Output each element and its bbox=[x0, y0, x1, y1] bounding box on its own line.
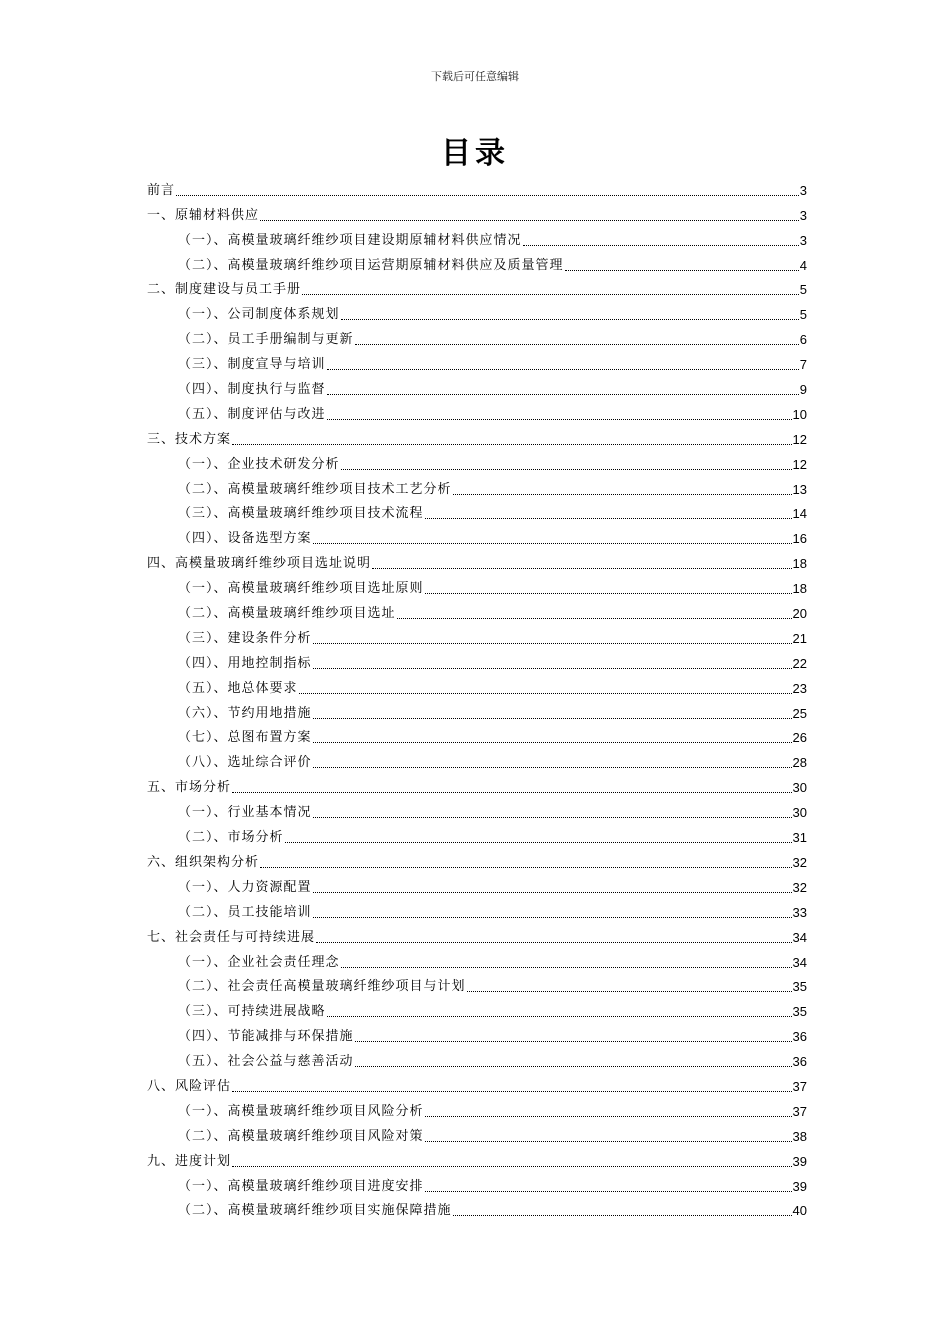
toc-page-number: 12 bbox=[792, 431, 807, 447]
toc-section-entry[interactable] bbox=[147, 226, 807, 251]
toc-section-entry[interactable] bbox=[147, 873, 807, 898]
toc-entry-label: （七）、总图布置方案 bbox=[178, 730, 312, 746]
toc-page-number: 13 bbox=[792, 481, 807, 497]
toc-page-number: 40 bbox=[792, 1203, 807, 1219]
toc-dot-leader bbox=[327, 394, 799, 395]
toc-dot-leader bbox=[285, 842, 792, 843]
toc-section-entry[interactable] bbox=[147, 574, 807, 599]
toc-page-number: 34 bbox=[792, 929, 807, 945]
toc-section-entry[interactable] bbox=[147, 400, 807, 425]
toc-page-number: 12 bbox=[792, 456, 807, 472]
toc-page-number: 37 bbox=[792, 1078, 807, 1094]
toc-dot-leader bbox=[397, 618, 792, 619]
toc-page-number: 16 bbox=[792, 531, 807, 547]
toc-page-number: 36 bbox=[792, 1054, 807, 1070]
toc-dot-leader bbox=[565, 270, 799, 271]
toc-section-entry[interactable] bbox=[147, 1197, 807, 1222]
toc-entry-label: 七、社会责任与可持续进展 bbox=[147, 929, 316, 945]
toc-section-entry[interactable] bbox=[147, 251, 807, 276]
toc-entry-label: （一）、行业基本情况 bbox=[178, 805, 312, 821]
toc-entry-label: （一）、高模量玻璃纤维纱项目建设期原辅材料供应情况 bbox=[178, 232, 522, 248]
toc-page-number: 5 bbox=[799, 307, 807, 323]
toc-section-entry[interactable] bbox=[147, 325, 807, 350]
toc-section-entry[interactable] bbox=[147, 699, 807, 724]
toc-dot-leader bbox=[313, 643, 792, 644]
toc-page-number: 3 bbox=[799, 207, 807, 223]
toc-page-number: 7 bbox=[799, 357, 807, 373]
toc-page-number: 35 bbox=[792, 979, 807, 995]
toc-dot-leader bbox=[316, 942, 792, 943]
toc-dot-leader bbox=[355, 1041, 792, 1042]
toc-section-entry[interactable] bbox=[147, 1097, 807, 1122]
toc-dot-leader bbox=[341, 319, 799, 320]
toc-entry-label: （一）、高模量玻璃纤维纱项目风险分析 bbox=[178, 1103, 424, 1119]
toc-section-entry[interactable] bbox=[147, 300, 807, 325]
toc-dot-leader bbox=[232, 792, 792, 793]
toc-entry-label: （二）、高模量玻璃纤维纱项目实施保障措施 bbox=[178, 1203, 452, 1219]
toc-dot-leader bbox=[327, 419, 792, 420]
toc-dot-leader bbox=[313, 917, 792, 918]
toc-page-number: 3 bbox=[799, 182, 807, 198]
toc-entry-label: （五）、地总体要求 bbox=[178, 680, 298, 696]
toc-entry-label: （一）、企业社会责任理念 bbox=[178, 954, 340, 970]
toc-page-number: 18 bbox=[792, 581, 807, 597]
toc-dot-leader bbox=[232, 444, 792, 445]
toc-chapter-entry[interactable] bbox=[147, 848, 807, 873]
toc-entry-label: 六、组织架构分析 bbox=[147, 854, 260, 870]
toc-page-number: 9 bbox=[799, 382, 807, 398]
toc-entry-label: （二）、员工手册编制与更新 bbox=[178, 332, 354, 348]
toc-entry-label: （二）、高模量玻璃纤维纱项目风险对策 bbox=[178, 1128, 424, 1144]
toc-entry-label: （一）、高模量玻璃纤维纱项目选址原则 bbox=[178, 581, 424, 597]
toc-page-number: 22 bbox=[792, 655, 807, 671]
toc-dot-leader bbox=[453, 1215, 792, 1216]
toc-entry-label: （五）、制度评估与改进 bbox=[178, 406, 326, 422]
toc-section-entry[interactable] bbox=[147, 748, 807, 773]
toc-dot-leader bbox=[341, 469, 792, 470]
toc-chapter-entry[interactable] bbox=[147, 549, 807, 574]
toc-page-number: 4 bbox=[799, 257, 807, 273]
toc-page-number: 33 bbox=[792, 904, 807, 920]
toc-entry-label: （六）、节约用地措施 bbox=[178, 705, 312, 721]
toc-section-entry[interactable] bbox=[147, 624, 807, 649]
toc-entry-label: （三）、可持续进展战略 bbox=[178, 1004, 326, 1020]
toc-dot-leader bbox=[467, 991, 792, 992]
toc-section-entry[interactable] bbox=[147, 649, 807, 674]
toc-page-number: 32 bbox=[792, 854, 807, 870]
toc-entry-label: 一、原辅材料供应 bbox=[147, 207, 260, 223]
toc-entry-label: （三）、建设条件分析 bbox=[178, 630, 312, 646]
toc-dot-leader bbox=[313, 668, 792, 669]
toc-section-entry[interactable] bbox=[147, 724, 807, 749]
toc-dot-leader bbox=[313, 767, 792, 768]
table-of-contents bbox=[147, 176, 807, 1221]
toc-chapter-entry[interactable] bbox=[147, 276, 807, 301]
toc-entry-label: 八、风险评估 bbox=[147, 1078, 232, 1094]
toc-chapter-entry[interactable] bbox=[147, 923, 807, 948]
toc-dot-leader bbox=[327, 1016, 792, 1017]
toc-dot-leader bbox=[176, 195, 799, 196]
toc-entry-label: 九、进度计划 bbox=[147, 1153, 232, 1169]
toc-entry-label: （一）、人力资源配置 bbox=[178, 879, 312, 895]
toc-section-entry[interactable] bbox=[147, 823, 807, 848]
toc-page-number: 35 bbox=[792, 1004, 807, 1020]
toc-entry-label: （二）、市场分析 bbox=[178, 830, 284, 846]
toc-page-number: 30 bbox=[792, 805, 807, 821]
toc-section-entry[interactable] bbox=[147, 674, 807, 699]
toc-dot-leader bbox=[313, 718, 792, 719]
toc-section-entry[interactable] bbox=[147, 375, 807, 400]
toc-section-entry[interactable] bbox=[147, 1022, 807, 1047]
toc-page-number: 38 bbox=[792, 1128, 807, 1144]
toc-entry-label: （二）、社会责任高模量玻璃纤维纱项目与计划 bbox=[178, 979, 466, 995]
toc-dot-leader bbox=[355, 1066, 792, 1067]
toc-page-number: 39 bbox=[792, 1178, 807, 1194]
header-note: 下载后可任意编辑 bbox=[431, 70, 519, 83]
toc-entry-label: 四、高模量玻璃纤维纱项目选址说明 bbox=[147, 556, 372, 572]
toc-page-number: 14 bbox=[792, 506, 807, 522]
toc-dot-leader bbox=[260, 220, 799, 221]
toc-page-number: 21 bbox=[792, 630, 807, 646]
toc-chapter-entry[interactable] bbox=[147, 201, 807, 226]
toc-dot-leader bbox=[372, 568, 792, 569]
toc-entry-label: （四）、用地控制指标 bbox=[178, 655, 312, 671]
toc-section-entry[interactable] bbox=[147, 599, 807, 624]
toc-page-number: 39 bbox=[792, 1153, 807, 1169]
toc-entry-label: （五）、社会公益与慈善活动 bbox=[178, 1054, 354, 1070]
toc-dot-leader bbox=[302, 294, 799, 295]
toc-chapter-entry[interactable] bbox=[147, 1072, 807, 1097]
toc-section-entry[interactable] bbox=[147, 450, 807, 475]
toc-chapter-entry[interactable] bbox=[147, 425, 807, 450]
toc-chapter-entry[interactable] bbox=[147, 176, 807, 201]
toc-page-number: 28 bbox=[792, 755, 807, 771]
toc-dot-leader bbox=[425, 1116, 792, 1117]
toc-dot-leader bbox=[425, 518, 792, 519]
toc-dot-leader bbox=[260, 867, 792, 868]
toc-dot-leader bbox=[341, 967, 792, 968]
toc-entry-label: 五、市场分析 bbox=[147, 780, 232, 796]
toc-section-entry[interactable] bbox=[147, 997, 807, 1022]
toc-page-number: 34 bbox=[792, 954, 807, 970]
toc-dot-leader bbox=[313, 892, 792, 893]
toc-section-entry[interactable] bbox=[147, 1172, 807, 1197]
toc-dot-leader bbox=[355, 344, 799, 345]
toc-entry-label: 二、制度建设与员工手册 bbox=[147, 282, 302, 298]
toc-page-number: 20 bbox=[792, 606, 807, 622]
toc-entry-label: 前言 bbox=[147, 182, 176, 198]
toc-section-entry[interactable] bbox=[147, 1122, 807, 1147]
toc-page-number: 5 bbox=[799, 282, 807, 298]
toc-page-number: 31 bbox=[792, 830, 807, 846]
toc-chapter-entry[interactable] bbox=[147, 1147, 807, 1172]
toc-entry-label: （四）、设备选型方案 bbox=[178, 531, 312, 547]
toc-page-number: 30 bbox=[792, 780, 807, 796]
toc-entry-label: （二）、高模量玻璃纤维纱项目运营期原辅材料供应及质量管理 bbox=[178, 257, 564, 273]
toc-dot-leader bbox=[313, 543, 792, 544]
toc-dot-leader bbox=[453, 494, 792, 495]
toc-page-number: 23 bbox=[792, 680, 807, 696]
toc-entry-label: 三、技术方案 bbox=[147, 431, 232, 447]
page-title: 目录 bbox=[441, 136, 509, 171]
toc-chapter-entry[interactable] bbox=[147, 773, 807, 798]
toc-entry-label: （三）、高模量玻璃纤维纱项目技术流程 bbox=[178, 506, 424, 522]
toc-entry-label: （二）、员工技能培训 bbox=[178, 904, 312, 920]
toc-entry-label: （二）、高模量玻璃纤维纱项目选址 bbox=[178, 606, 396, 622]
toc-page-number: 10 bbox=[792, 406, 807, 422]
toc-page-number: 25 bbox=[792, 705, 807, 721]
toc-section-entry[interactable] bbox=[147, 973, 807, 998]
toc-entry-label: （二）、高模量玻璃纤维纱项目技术工艺分析 bbox=[178, 481, 452, 497]
toc-dot-leader bbox=[232, 1166, 792, 1167]
toc-dot-leader bbox=[425, 593, 792, 594]
toc-entry-label: （八）、选址综合评价 bbox=[178, 755, 312, 771]
toc-section-entry[interactable] bbox=[147, 798, 807, 823]
toc-entry-label: （三）、制度宣导与培训 bbox=[178, 357, 326, 373]
toc-dot-leader bbox=[327, 369, 799, 370]
toc-dot-leader bbox=[232, 1091, 792, 1092]
toc-entry-label: （一）、公司制度体系规划 bbox=[178, 307, 340, 323]
toc-dot-leader bbox=[425, 1141, 792, 1142]
toc-entry-label: （一）、高模量玻璃纤维纱项目进度安排 bbox=[178, 1178, 424, 1194]
toc-entry-label: （四）、制度执行与监督 bbox=[178, 382, 326, 398]
toc-page-number: 18 bbox=[792, 556, 807, 572]
toc-section-entry[interactable] bbox=[147, 500, 807, 525]
toc-section-entry[interactable] bbox=[147, 350, 807, 375]
toc-page-number: 6 bbox=[799, 332, 807, 348]
toc-page-number: 36 bbox=[792, 1029, 807, 1045]
toc-dot-leader bbox=[425, 1191, 792, 1192]
toc-dot-leader bbox=[313, 742, 792, 743]
toc-page-number: 26 bbox=[792, 730, 807, 746]
toc-section-entry[interactable] bbox=[147, 1047, 807, 1072]
toc-entry-label: （四）、节能减排与环保措施 bbox=[178, 1029, 354, 1045]
toc-section-entry[interactable] bbox=[147, 898, 807, 923]
toc-dot-leader bbox=[313, 817, 792, 818]
toc-page-number: 3 bbox=[799, 232, 807, 248]
toc-section-entry[interactable] bbox=[147, 524, 807, 549]
toc-section-entry[interactable] bbox=[147, 948, 807, 973]
toc-dot-leader bbox=[299, 693, 792, 694]
toc-page-number: 32 bbox=[792, 879, 807, 895]
toc-dot-leader bbox=[523, 245, 799, 246]
toc-entry-label: （一）、企业技术研发分析 bbox=[178, 456, 340, 472]
toc-section-entry[interactable] bbox=[147, 475, 807, 500]
toc-page-number: 37 bbox=[792, 1103, 807, 1119]
